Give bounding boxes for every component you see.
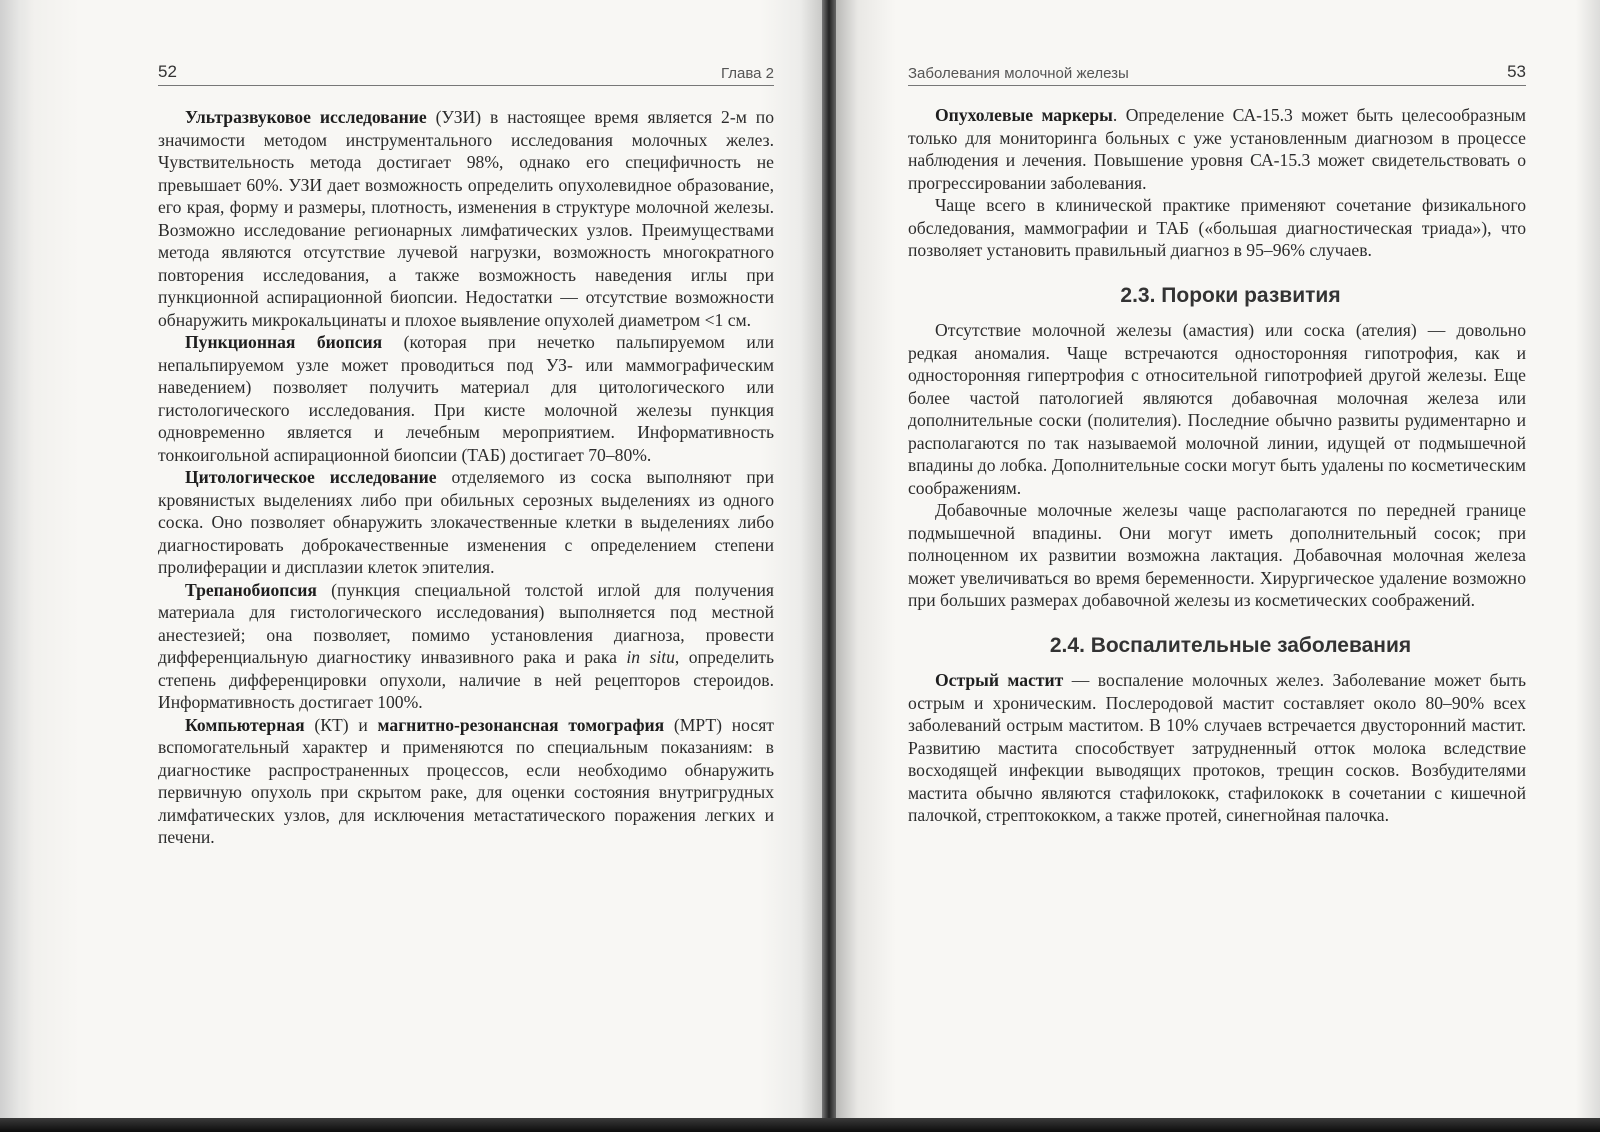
book-gutter <box>822 0 836 1132</box>
paragraph-biopsy <box>158 331 774 466</box>
section-heading-2-3: 2.3. Пороки развития <box>1120 283 1341 307</box>
paragraph-uzi <box>158 106 774 331</box>
term-trepanobiopsy: Трепанобиопсия <box>185 579 317 600</box>
chapter-title: Глава 2 <box>720 65 774 82</box>
paragraph-tumor-markers <box>908 104 1526 194</box>
paragraph-tomography <box>158 714 774 849</box>
paragraph-text: (которая при нечетко пальпируемом или непальпируемом узле может проводиться под УЗ- или маммографическим наведением) позволяет получить материал для цитологического или гистологического исследования. При кисте молочной железы пункция одновременно является и лечебным мероприятием. Информативность тонкоигольной аспирационной биопсии (ТАБ) достигает 70–80%. <box>158 332 774 465</box>
paragraph-amastia: Отсутствие молочной железы (амастия) или соска (ателия) — довольно редкая аномалия. Чаще встречаются односторонняя гипотрофия, как и односторонняя гипертрофия с относительной гипотрофией другой железы. Еще более частой патологией являются добавочная молочная железа или дополнительные соски (полителия). Последние обычно развиты рудиментарно и располагаются по так называемой молочной линии, идущей от подмышечной впадины до лобка. Дополнительные соски могут быть удалены по косметическим соображениям. <box>908 320 1526 498</box>
paragraph-text: (УЗИ) в настоящее время является 2-м по значимости методом инструментального исследования молочных желез. Чувствительность метода достигает 98%, однако его специфичность не превышает 60%. УЗИ дает возможность определить опухолевидное образование, его края, форму и размеры, плотность, изменения в структуре молочной железы. Возможно исследование регионарных лимфатических узлов. Преимуществами метода являются отсутствие лучевой нагрузки, возможность многократного повторения исследования, а также возможность наведения иглы при пункционной аспирационной биопсии. Недостатки — отсутствие возможности обнаружить микрокальцинаты и плохое выявление опухолей диаметром <1 см. <box>158 107 774 330</box>
right-body-text <box>908 104 1526 827</box>
page-number-left: 52 <box>158 62 177 81</box>
paragraph-text: (КТ) и <box>304 714 378 735</box>
term-mri: магнитно-резонансная томография <box>377 714 665 735</box>
paragraph-text: Чаще всего в клинической практике применяют сочетание физикального обследования, маммографии и ТАБ («большая диагностическая триада»), что позволяет установить правильный диагноз в 95–96% случаев. <box>908 195 1526 260</box>
paragraph-text: отделяемого из соска выполняют при кровянистых выделениях либо при обильных серозных выделениях из одного соска. Оно позволяет обнаружить злокачественные клетки в выделениях либо диагностировать доброкачественные изменения с определением степени пролиферации и дисплазии клеток эпителия. <box>158 467 774 577</box>
term-acute-mastitis: Острый мастит <box>935 670 1064 690</box>
paragraph-trepanobiopsy <box>158 579 774 714</box>
term-ct: Компьютерная <box>185 714 305 735</box>
paragraph-text: . Определение СА-15.3 может быть целесообразным только для мониторинга больных с уже установленным диагнозом в процессе наблюдения и лечения. Повышение уровня СА-15.3 может свидетельствовать о прогрессировании заболевания. <box>908 105 1526 193</box>
left-running-head <box>158 62 774 86</box>
term-tumor-markers: Опухолевые маркеры <box>935 105 1113 125</box>
section-heading-2-4: 2.4. Воспалительные заболевания <box>1049 633 1412 657</box>
italic-term: in situ <box>626 647 675 667</box>
paragraph-mastitis <box>908 669 1526 827</box>
scan-bottom-edge <box>0 1118 1600 1132</box>
running-title: Заболевания молочной железы <box>908 65 1129 82</box>
paragraph-text: , определить степень дифференцировки опухоли, наличие в ней рецепторов стероидов. Информативность достигает 100%. <box>158 647 774 712</box>
paragraph-text: — воспаление молочных желез. Заболевание может быть острым и хроническим. Послеродовой мастит составляет около 80–90% всех заболеваний острым маститом. В 10% случаев встречается двусторонний мастит. Развитию мастита способствует затрудненный отток молока вследствие восходящей инфекции выводящих протоков, трещин сосков. Возбудителями мастита обычно являются стафилококк, стафилококк в сочетании с кишечной палочкой, стрептококком, а также протей, синегнойная палочка. <box>908 670 1526 825</box>
paragraph-accessory-glands: Добавочные молочные железы чаще располагаются по передней границе подмышечной впадины. Они могут иметь дополнительный сосок; при полноценном их развитии возможна лактация. Добавочная молочная железа может увеличиваться во время беременности. Хирургическое удаление возможно при больших размерах добавочной железы из косметических соображений. <box>908 500 1526 610</box>
page-edge-shadow <box>0 0 34 1120</box>
right-running-head <box>908 62 1526 86</box>
paragraph-cytology <box>158 466 774 579</box>
paragraph-text: (МРТ) носят вспомогательный характер и применяются по специальным показаниям: в диагностике распространенных процессов, если необходимо обнаружить первичную опухоль при скрытом раке, для оценки состояния внутригрудных лимфатических узлов, для исключения метастатического поражения легких и печени. <box>158 714 774 847</box>
left-body-text <box>158 106 774 849</box>
right-page <box>836 0 1600 1120</box>
page-number-right: 53 <box>1507 62 1526 81</box>
paragraph-text: (пункция специальной толстой иглой для получения материала для гистологического исследования) выполняется под местной анестезией; она позволяет, помимо установления диагноза, провести дифференциальную диагностику инвазивного рака и рака <box>158 579 774 667</box>
term-uzi: Ультразвуковое исследование <box>185 107 427 127</box>
term-biopsy: Пункционная биопсия <box>185 332 383 352</box>
term-cytology: Цитологическое исследование <box>185 467 437 487</box>
paragraph-triad <box>908 194 1526 262</box>
